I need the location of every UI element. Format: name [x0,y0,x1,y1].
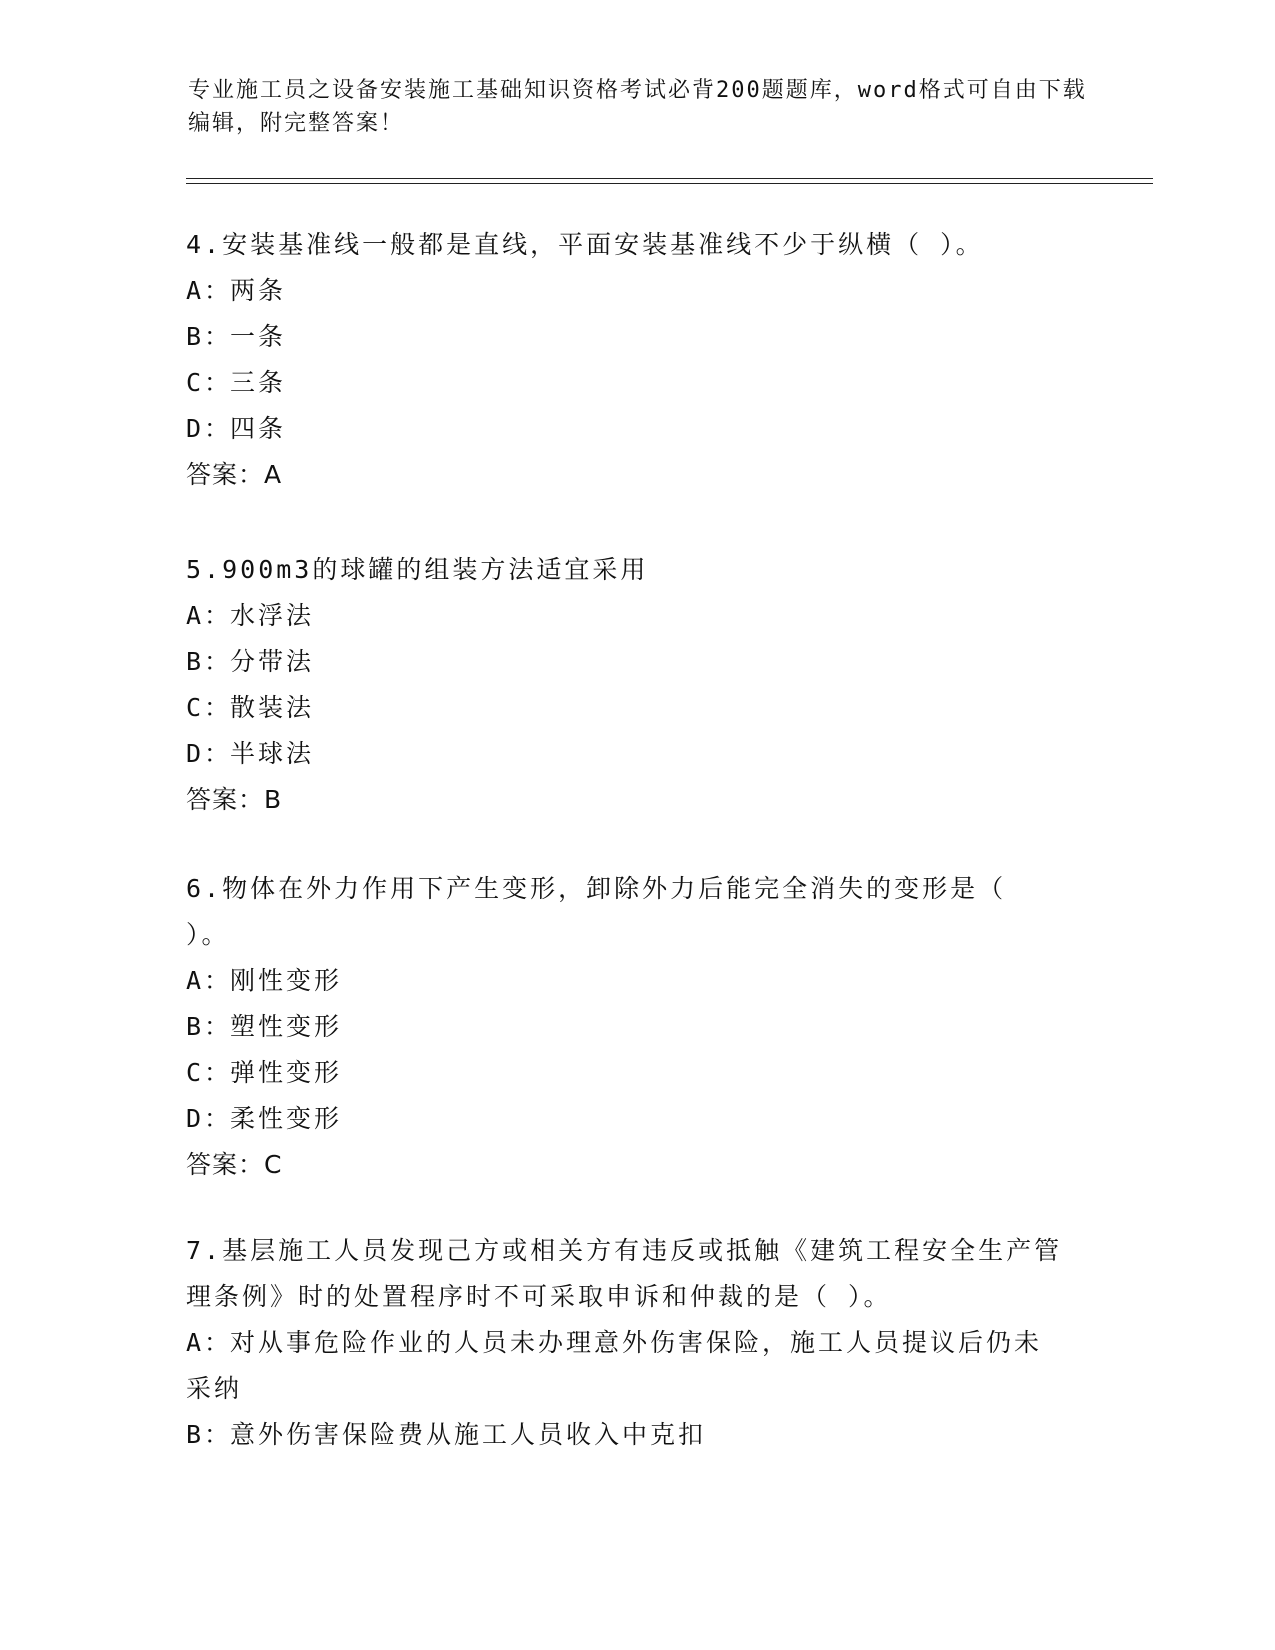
document-header [188,74,1088,140]
option-b: B：一条 [186,322,287,351]
option-d: D：柔性变形 [186,1104,343,1133]
answer-text: 答案：A [186,460,283,489]
option-b: B：塑性变形 [186,1012,343,1041]
question-text: 6.物体在外力作用下产生变形，卸除外力后能完全消失的变形是（ ）。 [186,874,1007,949]
option-a: A：两条 [186,276,287,305]
option-b: B：意外伤害保险费从施工人员收入中克扣 [186,1420,707,1449]
option-a: A：对从事危险作业的人员未办理意外伤害保险，施工人员提议后仍未采纳 [186,1328,1043,1403]
answer-text: 答案：C [186,1150,283,1179]
question-4 [186,222,1086,498]
option-d: D：四条 [186,414,287,443]
question-6 [186,866,1066,1188]
header-divider-top [186,178,1153,179]
question-text: 7.基层施工人员发现己方或相关方有违反或抵触《建筑工程安全生产管理条例》时的处置程序时不可采取申诉和仲裁的是（ ）。 [186,1236,1063,1311]
option-c: C：三条 [186,368,287,397]
document-title: 专业施工员之设备安装施工基础知识资格考试必背200题题库，word格式可自由下载编辑，附完整答案！ [188,78,1087,136]
question-text: 4.安装基准线一般都是直线，平面安装基准线不少于纵横（ ）。 [186,230,984,259]
question-7 [186,1228,1066,1458]
option-b: B：分带法 [186,647,315,676]
option-d: D：半球法 [186,739,315,768]
option-c: C：散装法 [186,693,315,722]
answer-text: 答案：B [186,785,283,814]
question-5 [186,547,1086,823]
option-a: A：刚性变形 [186,966,343,995]
option-a: A：水浮法 [186,601,315,630]
header-divider-bottom [186,183,1153,184]
question-text: 5.900m3的球罐的组装方法适宜采用 [186,555,649,584]
option-c: C：弹性变形 [186,1058,343,1087]
